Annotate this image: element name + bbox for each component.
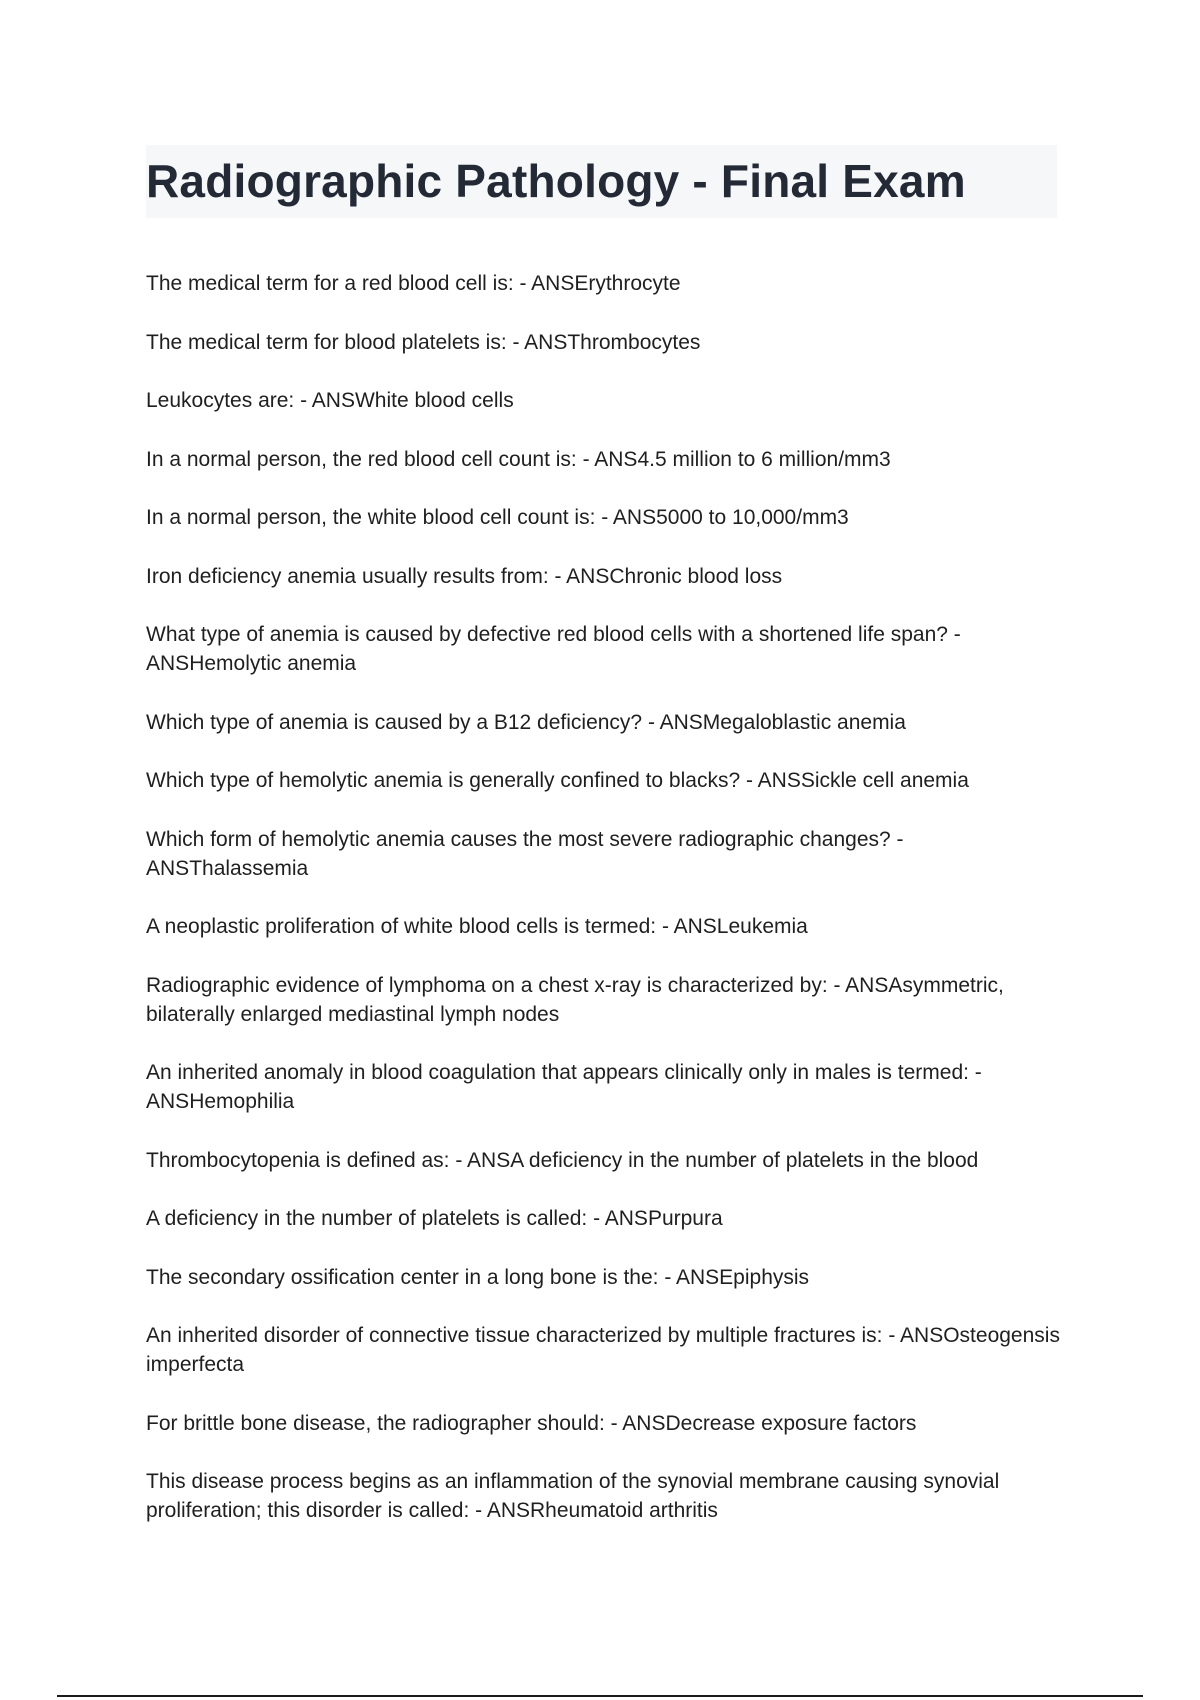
qa-item: [146, 562, 1066, 591]
qa-item: [146, 1058, 1066, 1116]
answer-text: Rheumatoid arthritis: [530, 1499, 718, 1522]
qa-item: [146, 766, 1066, 795]
answer-separator: - ANS: [506, 330, 568, 354]
qa-item: [146, 503, 1066, 532]
qa-item: [146, 269, 1066, 298]
answer-text: Thrombocytes: [567, 330, 701, 354]
qa-item: [146, 971, 1066, 1029]
qa-item: [146, 912, 1066, 941]
answer-separator: - ANS: [587, 1207, 648, 1230]
answer-separator: - ANS: [656, 915, 717, 938]
question-text: Which type of hemolytic anemia is generally confined to blacks?: [146, 769, 741, 792]
answer-separator: - ANS: [658, 1265, 720, 1289]
answer-separator: - ANS: [827, 973, 889, 997]
question-text: Which type of anemia is caused by a B12 deficiency?: [146, 710, 643, 734]
answer-text: Hemolytic anemia: [189, 652, 357, 675]
qa-item: [146, 386, 1066, 415]
qa-item: [146, 1467, 1066, 1525]
answer-separator: - ANS: [513, 272, 575, 295]
answer-separator: - ANS: [642, 710, 703, 734]
answer-separator: - ANS: [294, 389, 355, 412]
answer-text: Megaloblastic anemia: [702, 710, 906, 734]
question-text: An inherited disorder of connective tissue characterized by multiple fractures is:: [146, 1324, 883, 1347]
qa-item: [146, 1409, 1066, 1438]
answer-separator: - ANS: [548, 564, 610, 588]
answer-text: White blood cells: [354, 389, 514, 412]
question-text: Thrombocytopenia is defined as:: [146, 1148, 450, 1172]
answer-text: A deficiency in the number of platelets in the blood: [510, 1148, 979, 1172]
question-text: This disease process begins as an inflammation of the synovial membrane causing synovial proliferation; this disorder is called:: [146, 1470, 1000, 1522]
qa-item: [146, 1146, 1066, 1175]
question-text: A neoplastic proliferation of white blood cells is termed:: [146, 915, 657, 938]
qa-item: [146, 1263, 1066, 1292]
answer-text: Purpura: [647, 1207, 723, 1230]
question-text: What type of anemia is caused by defective red blood cells with a shortened life span?: [146, 623, 948, 646]
answer-separator: - ANS: [449, 1148, 511, 1172]
question-text: For brittle bone disease, the radiographer should:: [146, 1411, 605, 1435]
question-text: Iron deficiency anemia usually results from:: [146, 564, 549, 588]
qa-item: [146, 1204, 1066, 1233]
question-text: A deficiency in the number of platelets is called:: [146, 1207, 588, 1230]
answer-text: Thalassemia: [189, 856, 309, 880]
answer-text: 4.5 million to 6 million/mm3: [637, 447, 891, 471]
qa-item: [146, 708, 1066, 737]
answer-text: Chronic blood loss: [609, 564, 783, 588]
answer-text: Leukemia: [716, 915, 808, 938]
question-text: The medical term for a red blood cell is:: [146, 272, 514, 295]
question-text: The medical term for blood platelets is:: [146, 330, 507, 354]
answer-separator: - ANS: [146, 827, 904, 880]
answer-text: 5000 to 10,000/mm3: [656, 506, 849, 529]
answer-text: Osteogensis imperfecta: [146, 1324, 1060, 1376]
answer-separator: - ANS: [595, 506, 657, 529]
answer-separator: - ANS: [740, 769, 801, 792]
question-text: In a normal person, the white blood cell count is:: [146, 506, 596, 529]
answer-separator: - ANS: [576, 447, 638, 471]
question-text: Leukocytes are:: [146, 389, 295, 412]
answer-separator: - ANS: [146, 1061, 982, 1113]
qa-item: [146, 1321, 1066, 1379]
qa-list: [146, 269, 1066, 1525]
qa-item: [146, 328, 1066, 357]
page-title: Radiographic Pathology - Final Exam: [146, 155, 966, 207]
question-text: Which form of hemolytic anemia causes the most severe radiographic changes?: [146, 827, 891, 851]
answer-text: Hemophilia: [189, 1090, 295, 1113]
question-text: The secondary ossification center in a long bone is the:: [146, 1265, 659, 1289]
page-bottom-rule: [57, 1695, 1143, 1697]
answer-text: Epiphysis: [719, 1265, 810, 1289]
qa-item: [146, 620, 1066, 678]
answer-separator: - ANS: [146, 623, 961, 675]
question-text: Radiographic evidence of lymphoma on a chest x-ray is characterized by:: [146, 973, 828, 997]
qa-item: [146, 445, 1066, 474]
question-text: In a normal person, the red blood cell count is:: [146, 447, 577, 471]
answer-text: Decrease exposure factors: [665, 1411, 917, 1435]
answer-text: Sickle cell anemia: [800, 769, 969, 792]
question-text: An inherited anomaly in blood coagulation that appears clinically only in males is termed:: [146, 1061, 969, 1084]
answer-text: Erythrocyte: [574, 272, 681, 295]
answer-separator: - ANS: [882, 1324, 944, 1347]
answer-text: Asymmetric, bilaterally enlarged mediastinal lymph nodes: [146, 973, 1004, 1026]
qa-item: [146, 825, 1066, 883]
answer-separator: - ANS: [469, 1499, 531, 1522]
answer-separator: - ANS: [604, 1411, 666, 1435]
